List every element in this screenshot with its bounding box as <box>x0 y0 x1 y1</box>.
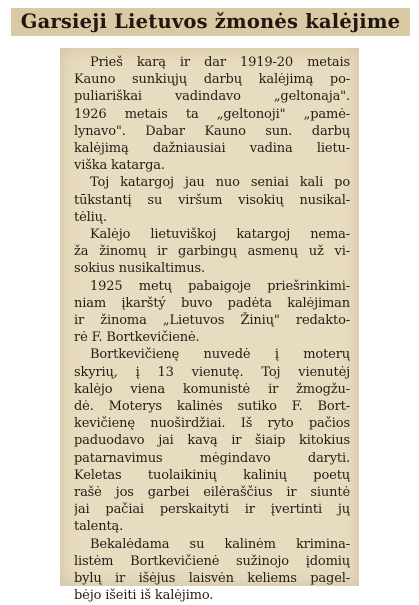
article-line: Keletas tuolaikinių kalinių poetų <box>74 467 350 483</box>
article-line: Kauno sunkiųjų darbų kalėjimą po- <box>74 72 350 88</box>
article-line: viška katarga. <box>74 158 165 174</box>
article-line: bėjo išeiti iš kalėjimo. <box>74 588 214 604</box>
article-line: 1925 metų pabaigoje priešrinkimi- <box>90 278 350 294</box>
article-line: sokius nusikaltimus. <box>74 261 205 277</box>
article-line: ir žinoma „Lietuvos Žinių" redakto- <box>74 313 350 329</box>
article-paragraph <box>74 174 350 226</box>
article-paragraph <box>74 536 350 605</box>
article-line: skyrių, į 13 vienutę. Toj vienutėj <box>74 364 350 380</box>
article-line: Bortkevičienę nuvedė į moterų <box>90 347 350 363</box>
article-line: jai pačiai perskaityti ir įvertinti jų <box>74 502 350 518</box>
article-line: talentą. <box>74 519 124 535</box>
article-line: paduodavo jai kavą ir šiaip kitokius <box>74 433 350 449</box>
article-line: dė. Moterys kalinės sutiko F. Bort- <box>74 399 350 415</box>
article-paragraph <box>74 346 350 535</box>
article-line: kalėjo viena komunistė ir žmogžu- <box>74 381 350 397</box>
article-paragraph <box>74 54 350 174</box>
article-line: puliariškai vadindavo „geltonaja". <box>74 89 350 105</box>
article-line: Bekalėdama su kalinėm krimina- <box>90 536 350 552</box>
article-line: niam įkarštý buvo padėta kalėjiman <box>74 295 350 311</box>
article-paragraph <box>74 226 350 278</box>
article-line: patarnavimus mėgindavo daryti. <box>74 450 350 466</box>
article-line: tūkstantį su viršum visokių nusikal- <box>74 192 350 208</box>
newspaper-clipping <box>60 48 359 604</box>
article-line: Toj katargoj jau nuo seniai kali po <box>90 175 350 191</box>
headline-band <box>11 8 410 36</box>
article-line: kevičienę nuoširdžiai. Iš ryto pačios <box>74 416 350 432</box>
article-line: Prieš karą ir dar 1919-20 metais <box>90 55 350 70</box>
article-body <box>74 54 350 605</box>
article-line: tėlių. <box>74 209 107 225</box>
article-line: rašė jos garbei eilėraščius ir siuntė <box>74 485 350 501</box>
article-line: kalėjimą dažniausiai vadina lietu- <box>74 141 350 157</box>
article-line: bylų ir išėjus laisvėn keliems pagel- <box>74 571 350 587</box>
article-line: lynavo". Dabar Kauno sun. darbų <box>74 123 350 139</box>
article-line: listėm Bortkevičienė sužinojo įdomių <box>74 553 350 569</box>
article-paragraph <box>74 278 350 347</box>
article-line: 1926 metais ta „geltonoji" „pamė- <box>74 106 350 122</box>
article-line: rė F. Bortkevičienė. <box>74 330 200 346</box>
article-line: Kalėjo lietuviškoj katargoj nema- <box>90 227 350 243</box>
headline: Garsieji Lietuvos žmonės kalėjime <box>20 10 401 33</box>
article-line: ža žinomų ir garbingų asmenų už vi- <box>74 244 350 260</box>
